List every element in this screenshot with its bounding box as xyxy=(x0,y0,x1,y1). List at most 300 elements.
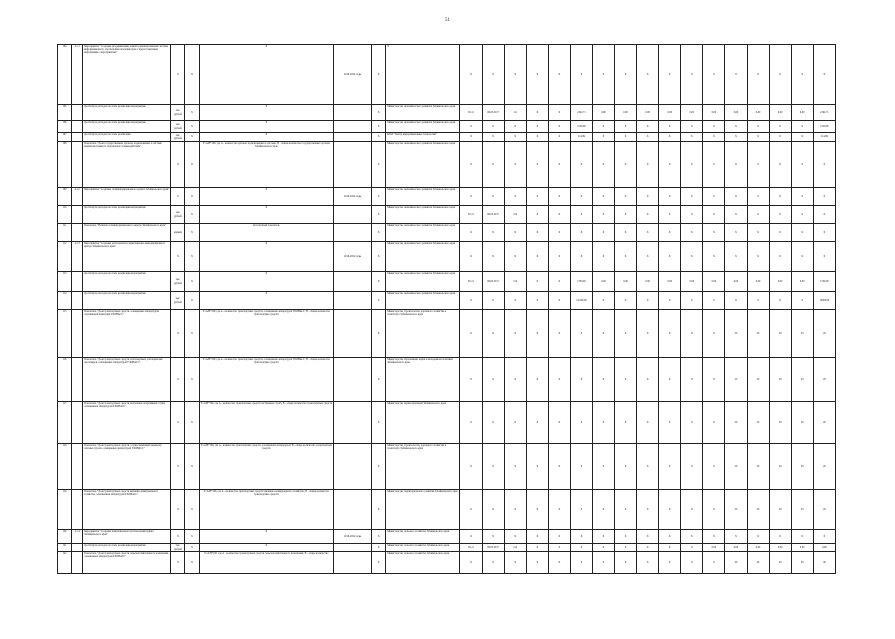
value-cell: X xyxy=(681,142,703,188)
method-flag-cell: X xyxy=(185,310,199,358)
value-cell: X xyxy=(548,552,570,574)
value-cell: X xyxy=(592,444,614,490)
value-cell: X xyxy=(526,45,548,105)
value-cell: 0,00 xyxy=(615,105,637,121)
row-number-cell: 116 xyxy=(58,358,72,402)
value-cell: X xyxy=(460,292,482,310)
value-cell: 20 xyxy=(747,490,769,530)
unit-cell: X xyxy=(171,188,185,206)
value-cell: X xyxy=(460,133,482,142)
value-cell: X xyxy=(482,45,504,105)
value-cell: 65,11 xyxy=(460,206,482,224)
unit-cell: % xyxy=(171,552,185,574)
value-cell: 06.03.2017 xyxy=(482,544,504,552)
method-flag-cell: X xyxy=(185,121,199,133)
value-cell: X xyxy=(681,490,703,530)
period-cell xyxy=(334,224,372,242)
value-cell: X xyxy=(725,242,747,272)
value-cell: X xyxy=(659,552,681,574)
value-cell: X xyxy=(592,292,614,310)
row-code-cell xyxy=(72,310,83,358)
value-cell: X xyxy=(570,242,592,272)
row-code-cell: 4.1.2 xyxy=(72,188,83,206)
value-cell: X xyxy=(460,310,482,358)
period-cell xyxy=(334,206,372,224)
value-cell: X xyxy=(637,310,659,358)
value-cell: X xyxy=(592,530,614,544)
value-cell: X xyxy=(460,142,482,188)
row-number-cell: 121 xyxy=(58,544,72,552)
responsible-cell: Министерство образования, науки и молодежной политики Забайкальского края xyxy=(386,358,460,402)
period-cell: 2016-2024 годы xyxy=(334,45,372,105)
value-cell: X xyxy=(526,490,548,530)
value-cell: X xyxy=(592,121,614,133)
value-cell: X xyxy=(637,142,659,188)
row-code-cell xyxy=(72,133,83,142)
value-cell: X xyxy=(725,188,747,206)
row-description-cell: Мероприятие "Создание (модернизация) клиентоориентированной системы информационного обеспечения населения края с предоставлением информации о мероприятиях" xyxy=(83,45,171,105)
table-row xyxy=(58,310,836,358)
formula-cell: Y=A/B*100, где А - количество транспортных средств, оснащенных аппаратурой ГЛОНАСС; В - общее количество транспортных средств xyxy=(199,358,334,402)
value-cell: X xyxy=(592,552,614,574)
value-cell: X xyxy=(482,292,504,310)
formula-cell: X xyxy=(199,133,334,142)
row-number-cell: 105 xyxy=(58,105,72,121)
value-cell: X xyxy=(615,402,637,444)
value-cell: 0,00 xyxy=(747,105,769,121)
value-cell: X xyxy=(615,45,637,105)
value-cell: X xyxy=(615,121,637,133)
formula-cell: X xyxy=(199,188,334,206)
value-cell: 512 xyxy=(504,544,526,552)
value-cell: 40 xyxy=(725,552,747,574)
period-cell: 2016-2024 годы xyxy=(334,188,372,206)
value-cell: X xyxy=(592,358,614,402)
row-number-cell: 120 xyxy=(58,530,72,544)
value-cell: X xyxy=(570,358,592,402)
table-row xyxy=(58,121,836,133)
formula-cell: Y=A/B*100, где А - количество транспортных средств сельскохозяйственного назначения; В - общее количество xyxy=(199,552,334,574)
value-cell: X xyxy=(659,206,681,224)
value-cell: X xyxy=(703,530,725,544)
value-cell: X xyxy=(482,530,504,544)
value-cell: X xyxy=(615,530,637,544)
row-description-cell: Достигнута расходов на этапе реализации мероприятия xyxy=(83,292,171,310)
period-cell xyxy=(334,358,372,402)
value-cell: X xyxy=(548,188,570,206)
basis-cell: X xyxy=(372,292,386,310)
value-cell: 20 xyxy=(791,402,813,444)
row-description-cell: Достигнута расходов на этапе реализации мероприятия xyxy=(83,544,171,552)
value-cell: X xyxy=(548,242,570,272)
value-cell: 20 xyxy=(725,490,747,530)
table-row xyxy=(58,358,836,402)
value-cell: 0,00 xyxy=(791,544,813,552)
basis-cell: X xyxy=(372,444,386,490)
table-row xyxy=(58,224,836,242)
value-cell: X xyxy=(703,402,725,444)
value-cell: X xyxy=(526,224,548,242)
value-cell: 20 xyxy=(813,402,835,444)
value-cell: X xyxy=(725,224,747,242)
value-cell: X xyxy=(460,444,482,490)
responsible-cell: X xyxy=(386,45,460,105)
row-number-cell: 115 xyxy=(58,310,72,358)
value-cell: X xyxy=(681,552,703,574)
unit-cell: тыс. рублей xyxy=(171,292,185,310)
value-cell: X xyxy=(659,133,681,142)
value-cell: X xyxy=(681,292,703,310)
value-cell: X xyxy=(747,121,769,133)
formula-cell: Абсолютный показатель xyxy=(199,224,334,242)
value-cell: X xyxy=(747,242,769,272)
unit-cell: % xyxy=(171,142,185,188)
value-cell: X xyxy=(813,224,835,242)
value-cell: 0,00 xyxy=(725,544,747,552)
method-flag-cell: X xyxy=(185,206,199,224)
value-cell: X xyxy=(637,45,659,105)
value-cell: X xyxy=(703,310,725,358)
table-row xyxy=(58,188,836,206)
value-cell: 20 xyxy=(769,310,791,358)
value-cell: X xyxy=(526,544,548,552)
formula-cell: Y=A/B*100, где А - количество транспортных средств жилищно-коммунального хозяйства; В - общее количество транспортных средств xyxy=(199,490,334,530)
basis-cell: X xyxy=(372,188,386,206)
value-cell: 40 xyxy=(769,552,791,574)
value-cell: X xyxy=(570,206,592,224)
value-cell: X xyxy=(637,242,659,272)
value-cell: X xyxy=(703,444,725,490)
responsible-cell: Министерство экономического развития Забайкальского края xyxy=(386,272,460,292)
row-number-cell: 113 xyxy=(58,272,72,292)
row-code-cell xyxy=(72,544,83,552)
value-cell: X xyxy=(725,206,747,224)
method-flag-cell: X xyxy=(185,544,199,552)
value-cell: X xyxy=(681,310,703,358)
value-cell: X xyxy=(548,310,570,358)
method-flag-cell: X xyxy=(185,105,199,121)
value-cell: X xyxy=(526,402,548,444)
method-flag-cell: X xyxy=(185,490,199,530)
value-cell: X xyxy=(659,444,681,490)
table-row xyxy=(58,142,836,188)
value-cell: 20 xyxy=(747,444,769,490)
value-cell: X xyxy=(615,242,637,272)
unit-cell: тыс. рублей xyxy=(171,544,185,552)
value-cell: 06.03.2017 xyxy=(482,272,504,292)
value-cell: X xyxy=(526,310,548,358)
value-cell: X xyxy=(548,490,570,530)
value-cell: X xyxy=(659,188,681,206)
value-cell: X xyxy=(681,242,703,272)
value-cell: 0,00 xyxy=(769,272,791,292)
value-cell: X xyxy=(681,45,703,105)
value-cell: X xyxy=(747,133,769,142)
responsible-cell: Министерство экономического развития Забайкальского края xyxy=(386,142,460,188)
value-cell: 20 xyxy=(747,310,769,358)
period-cell xyxy=(334,552,372,574)
value-cell: X xyxy=(570,188,592,206)
value-cell: X xyxy=(703,121,725,133)
value-cell: X xyxy=(681,544,703,552)
value-cell: X xyxy=(482,224,504,242)
value-cell: X xyxy=(681,444,703,490)
row-code-cell xyxy=(72,552,83,574)
responsible-cell: Министерство экономического развития Забайкальского края xyxy=(386,242,460,272)
value-cell: X xyxy=(504,242,526,272)
value-cell: 06.03.2017 xyxy=(482,206,504,224)
unit-cell: тыс. рублей xyxy=(171,105,185,121)
value-cell: X xyxy=(703,45,725,105)
value-cell: X xyxy=(615,292,637,310)
value-cell: X xyxy=(725,292,747,310)
basis-cell: X xyxy=(372,206,386,224)
value-cell: 2130,00 xyxy=(570,121,592,133)
formula-cell: X xyxy=(199,272,334,292)
program-table-sheet xyxy=(57,44,836,574)
value-cell: X xyxy=(615,188,637,206)
method-flag-cell: X xyxy=(185,552,199,574)
value-cell: X xyxy=(681,530,703,544)
value-cell: X xyxy=(548,292,570,310)
value-cell: 20 xyxy=(769,444,791,490)
value-cell: X xyxy=(769,121,791,133)
responsible-cell: Министерство экономического развития Забайкальского края xyxy=(386,188,460,206)
value-cell: 40 xyxy=(747,552,769,574)
value-cell: X xyxy=(791,188,813,206)
method-flag-cell: X xyxy=(185,358,199,402)
row-code-cell: 4.1.4 xyxy=(72,530,83,544)
value-cell: X xyxy=(637,188,659,206)
value-cell: 20 xyxy=(725,310,747,358)
unit-cell: % xyxy=(171,402,185,444)
value-cell: X xyxy=(548,544,570,552)
value-cell: X xyxy=(592,133,614,142)
value-cell: 1700,00 xyxy=(570,272,592,292)
unit-cell: тыс. рублей xyxy=(171,133,185,142)
value-cell: 20 xyxy=(725,402,747,444)
value-cell: X xyxy=(637,224,659,242)
value-cell: 0,00 xyxy=(769,544,791,552)
row-code-cell: 4.1.1 xyxy=(72,45,83,105)
value-cell: X xyxy=(548,530,570,544)
table-row xyxy=(58,544,836,552)
value-cell: X xyxy=(570,402,592,444)
responsible-cell: Министерство строительства, дорожного хозяйства и транспорта Забайкальского края xyxy=(386,310,460,358)
row-number-cell: 111 xyxy=(58,224,72,242)
row-code-cell xyxy=(72,444,83,490)
value-cell: X xyxy=(526,292,548,310)
value-cell: X xyxy=(526,358,548,402)
value-cell: X xyxy=(615,133,637,142)
value-cell: X xyxy=(570,544,592,552)
responsible-cell: КГАУ "Центр информационных технологий" xyxy=(386,133,460,142)
value-cell: X xyxy=(681,121,703,133)
value-cell: X xyxy=(592,206,614,224)
value-cell: X xyxy=(681,402,703,444)
value-cell: 65,11 xyxy=(460,544,482,552)
row-description-cell: Достигнута расходов на этапе реализации xyxy=(83,133,171,142)
value-cell: X xyxy=(681,133,703,142)
value-cell: X xyxy=(570,45,592,105)
value-cell: X xyxy=(791,224,813,242)
value-cell: X xyxy=(659,530,681,544)
value-cell: X xyxy=(526,133,548,142)
value-cell: 0,00 xyxy=(725,272,747,292)
value-cell: X xyxy=(482,552,504,574)
value-cell: X xyxy=(482,121,504,133)
row-number-cell: 117 xyxy=(58,402,72,444)
value-cell: X xyxy=(570,224,592,242)
basis-cell: X xyxy=(372,310,386,358)
basis-cell: X xyxy=(372,552,386,574)
value-cell: X xyxy=(570,552,592,574)
value-cell: X xyxy=(504,188,526,206)
value-cell: 0,00 xyxy=(637,105,659,121)
responsible-cell: Министерство экономического развития Забайкальского края xyxy=(386,292,460,310)
value-cell: X xyxy=(769,45,791,105)
value-cell: 0,00 xyxy=(615,272,637,292)
row-description-cell: Показатель "Доля транспортных средств, осуществляющих перевозку опасных грузов, оснащенных аппаратурой ГЛОНАСС" xyxy=(83,444,171,490)
table-row xyxy=(58,206,836,224)
unit-cell: тыс. рублей xyxy=(171,272,185,292)
row-code-cell xyxy=(72,272,83,292)
value-cell: X xyxy=(703,188,725,206)
value-cell: X xyxy=(681,206,703,224)
value-cell: X xyxy=(659,310,681,358)
value-cell: X xyxy=(769,224,791,242)
value-cell: 20 xyxy=(813,444,835,490)
formula-cell: Y=A/B*100, где А - количество транспортных средств экстренных служб; В - общее количество транспортных средств xyxy=(199,402,334,444)
basis-cell: X xyxy=(372,133,386,142)
value-cell: 20 xyxy=(769,490,791,530)
method-flag-cell: X xyxy=(185,142,199,188)
method-flag-cell: X xyxy=(185,133,199,142)
value-cell: X xyxy=(548,105,570,121)
value-cell: X xyxy=(526,206,548,224)
value-cell: X xyxy=(504,133,526,142)
row-description-cell: Показатель "Доля транспортных средств, оснащенных аппаратурой спутниковой навигации ГЛОНАСС" xyxy=(83,310,171,358)
value-cell: 0,00 xyxy=(703,544,725,552)
value-cell: 20 xyxy=(725,358,747,402)
method-flag-cell: X xyxy=(185,402,199,444)
method-flag-cell: X xyxy=(185,224,199,242)
value-cell: X xyxy=(570,490,592,530)
basis-cell: X xyxy=(372,402,386,444)
value-cell: 0,00 xyxy=(659,272,681,292)
value-cell: X xyxy=(747,530,769,544)
value-cell: X xyxy=(460,552,482,574)
value-cell: X xyxy=(548,224,570,242)
formula-cell: X xyxy=(199,105,334,121)
unit-cell: единиц xyxy=(171,224,185,242)
responsible-cell: Министерство экономического развития Забайкальского края xyxy=(386,121,460,133)
value-cell: X xyxy=(504,552,526,574)
value-cell: X xyxy=(504,490,526,530)
value-cell: 20 xyxy=(747,358,769,402)
value-cell: X xyxy=(526,242,548,272)
value-cell: 20 xyxy=(791,490,813,530)
formula-cell: X xyxy=(199,530,334,544)
row-description-cell: Достигнута расходов на этапе реализации мероприятия xyxy=(83,121,171,133)
period-cell xyxy=(334,142,372,188)
row-description-cell: Достигнута расходов на этапе реализации мероприятия xyxy=(83,105,171,121)
unit-cell: тыс. рублей xyxy=(171,206,185,224)
formula-cell: X xyxy=(199,242,334,272)
value-cell: X xyxy=(791,45,813,105)
value-cell: 20 xyxy=(791,310,813,358)
row-code-cell xyxy=(72,121,83,133)
value-cell: X xyxy=(659,121,681,133)
value-cell: X xyxy=(570,444,592,490)
table-row xyxy=(58,45,836,105)
value-cell: X xyxy=(637,530,659,544)
value-cell: X xyxy=(548,444,570,490)
formula-cell: X xyxy=(199,121,334,133)
value-cell: 0,00 xyxy=(592,105,614,121)
value-cell: X xyxy=(482,444,504,490)
value-cell: X xyxy=(615,206,637,224)
value-cell: X xyxy=(703,358,725,402)
table-row xyxy=(58,272,836,292)
table-row xyxy=(58,133,836,142)
value-cell: X xyxy=(813,45,835,105)
row-number-cell: 122 xyxy=(58,552,72,574)
value-cell: X xyxy=(791,530,813,544)
row-description-cell: Показатель "Доля транспортных средств жилищно-коммунального хозяйства, оснащенных аппаратурой ГЛОНАСС" xyxy=(83,490,171,530)
unit-cell: % xyxy=(171,310,185,358)
value-cell: X xyxy=(482,310,504,358)
value-cell: X xyxy=(747,292,769,310)
formula-cell: Y=A/B*100, где А - количество органов, подключенных к системе; В - общее количество государственных органов Забайкальского края xyxy=(199,142,334,188)
value-cell: X xyxy=(548,206,570,224)
formula-cell: Y=A/B*100, где А - количество транспортных средств, оснащенных аппаратурой; В - общее количество транспортных средств xyxy=(199,444,334,490)
value-cell: X xyxy=(703,242,725,272)
value-cell: 0,00 xyxy=(637,272,659,292)
value-cell: X xyxy=(813,242,835,272)
value-cell: 0,00 xyxy=(791,105,813,121)
value-cell: X xyxy=(791,142,813,188)
value-cell: X xyxy=(548,402,570,444)
responsible-cell: Министерство экономического развития Забайкальского края xyxy=(386,224,460,242)
value-cell: X xyxy=(526,552,548,574)
page-number: 51 xyxy=(445,18,450,23)
period-cell: 2016-2024 годы xyxy=(334,242,372,272)
table-row xyxy=(58,292,836,310)
value-cell: X xyxy=(504,444,526,490)
value-cell: 65,11 xyxy=(460,105,482,121)
period-cell xyxy=(334,444,372,490)
value-cell: X xyxy=(813,530,835,544)
basis-cell: X xyxy=(372,105,386,121)
formula-cell: X xyxy=(199,544,334,552)
value-cell: X xyxy=(526,444,548,490)
value-cell: X xyxy=(504,310,526,358)
value-cell: X xyxy=(637,133,659,142)
value-cell: X xyxy=(548,133,570,142)
value-cell: X xyxy=(615,444,637,490)
value-cell: X xyxy=(592,142,614,188)
row-number-cell: 112 xyxy=(58,242,72,272)
value-cell: 0,00 xyxy=(813,544,835,552)
value-cell: 2192,71 xyxy=(570,105,592,121)
value-cell: X xyxy=(548,45,570,105)
unit-cell: X xyxy=(171,45,185,105)
period-cell xyxy=(334,402,372,444)
row-code-cell xyxy=(72,206,83,224)
value-cell: X xyxy=(747,142,769,188)
value-cell: X xyxy=(592,45,614,105)
